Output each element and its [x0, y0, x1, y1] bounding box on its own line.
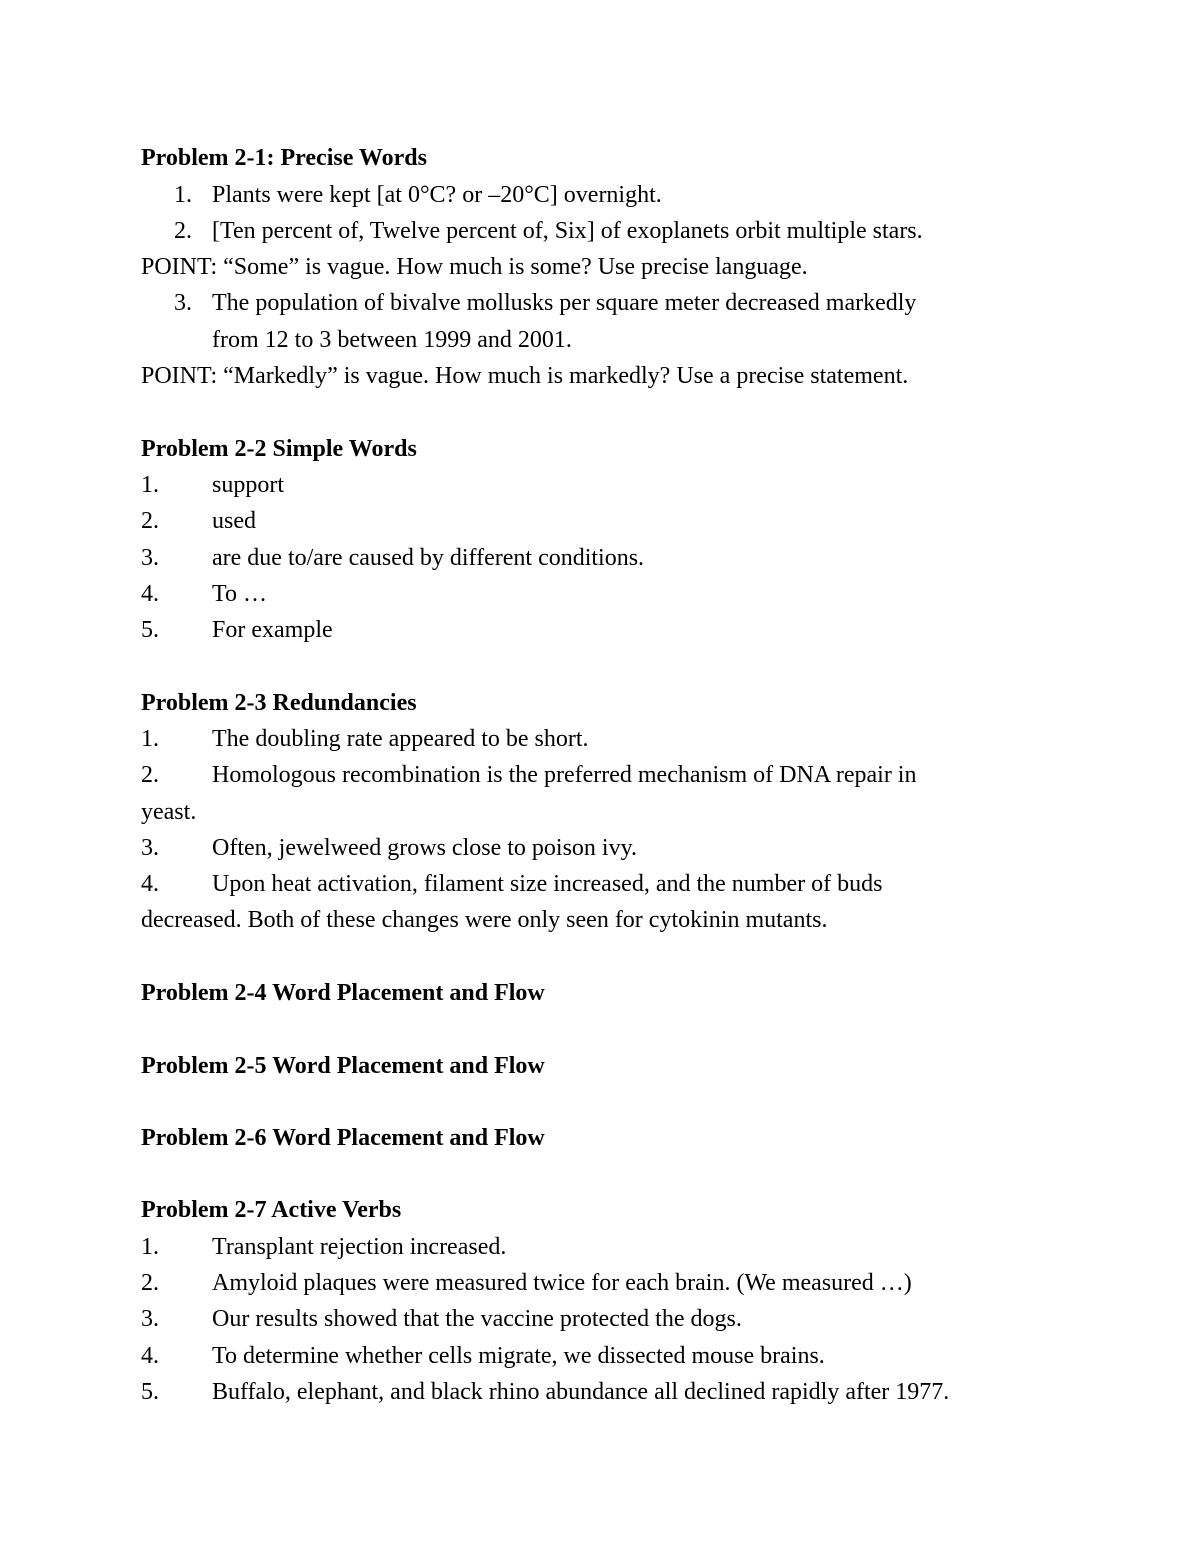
- item-number: 3.: [141, 835, 159, 861]
- item-number: 5.: [141, 1379, 159, 1405]
- section-heading-2-2: Problem 2-2 Simple Words: [141, 436, 417, 462]
- section-heading-2-6: Problem 2-6 Word Placement and Flow: [141, 1125, 545, 1151]
- item-number: 1.: [141, 1234, 159, 1260]
- item-number: 2.: [174, 218, 192, 244]
- item-text: Our results showed that the vaccine protected the dogs.: [212, 1306, 742, 1332]
- item-text: The population of bivalve mollusks per square meter decreased markedly: [212, 290, 917, 316]
- section-heading-2-7: Problem 2-7 Active Verbs: [141, 1197, 402, 1223]
- section-heading-2-4: Problem 2-4 Word Placement and Flow: [141, 980, 545, 1006]
- item-text-continuation: yeast.: [141, 799, 197, 825]
- point-note: POINT: “Markedly” is vague. How much is markedly? Use a precise statement.: [141, 363, 909, 389]
- item-text: [Ten percent of, Twelve percent of, Six] of exoplanets orbit multiple stars.: [212, 218, 923, 244]
- item-number: 4.: [141, 871, 159, 897]
- item-text: support: [212, 472, 284, 498]
- item-text: are due to/are caused by different conditions.: [212, 545, 645, 571]
- item-text-continuation: decreased. Both of these changes were only seen for cytokinin mutants.: [141, 907, 828, 933]
- item-number: 3.: [174, 290, 192, 316]
- item-text: Often, jewelweed grows close to poison ivy.: [212, 835, 638, 861]
- point-note: POINT: “Some” is vague. How much is some? Use precise language.: [141, 254, 808, 280]
- item-number: 1.: [174, 182, 192, 208]
- item-number: 1.: [141, 472, 159, 498]
- item-number: 3.: [141, 545, 159, 571]
- section-heading-2-3: Problem 2-3 Redundancies: [141, 690, 417, 716]
- item-number: 2.: [141, 762, 159, 788]
- item-number: 1.: [141, 726, 159, 752]
- item-text: Amyloid plaques were measured twice for each brain. (We measured …): [212, 1270, 912, 1296]
- item-number: 4.: [141, 1343, 159, 1369]
- item-number: 3.: [141, 1306, 159, 1332]
- item-text: Buffalo, elephant, and black rhino abundance all declined rapidly after 1977.: [212, 1379, 950, 1405]
- item-number: 2.: [141, 1270, 159, 1296]
- item-text: Upon heat activation, filament size increased, and the number of buds: [212, 871, 883, 897]
- item-text: used: [212, 508, 256, 534]
- item-number: 2.: [141, 508, 159, 534]
- item-text-continuation: from 12 to 3 between 1999 and 2001.: [212, 327, 572, 353]
- item-text: The doubling rate appeared to be short.: [212, 726, 589, 752]
- item-text: To determine whether cells migrate, we dissected mouse brains.: [212, 1343, 825, 1369]
- item-text: For example: [212, 617, 333, 643]
- item-number: 4.: [141, 581, 159, 607]
- section-heading-2-5: Problem 2-5 Word Placement and Flow: [141, 1053, 545, 1079]
- item-number: 5.: [141, 617, 159, 643]
- item-text: To …: [212, 581, 267, 607]
- item-text: Homologous recombination is the preferred mechanism of DNA repair in: [212, 762, 917, 788]
- item-text: Plants were kept [at 0°C? or –20°C] overnight.: [212, 182, 662, 208]
- item-text: Transplant rejection increased.: [212, 1234, 507, 1260]
- section-heading-2-1: Problem 2-1: Precise Words: [141, 145, 427, 171]
